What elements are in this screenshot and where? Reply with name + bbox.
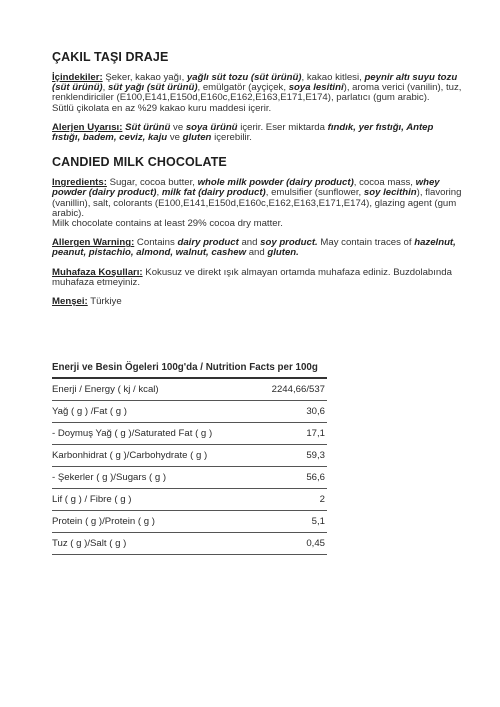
text-run: Contains xyxy=(134,237,178,249)
nutrient-name: Lif ( g ) / Fibre ( g ) xyxy=(52,489,256,511)
emphasized-term: whey powder (dairy product) xyxy=(52,177,440,199)
text-run: içerir. Eser miktarda xyxy=(237,121,328,133)
emphasized-term: milk fat (dairy product) xyxy=(161,187,266,199)
emphasized-term: peynir altı suyu tozu (süt ürünü) xyxy=(52,72,458,94)
emphasized-term: gluten. xyxy=(267,247,299,259)
nutrient-value: 2 xyxy=(256,489,327,511)
nutrient-value: 2244,66/537 xyxy=(256,378,327,401)
english-cocoa-note: Milk chocolate contains at least 29% cocoa dry matter. xyxy=(52,218,283,230)
text-run: , kakao kitlesi, xyxy=(301,72,365,83)
nutrient-value: 0,45 xyxy=(256,533,327,555)
text-run: , emülgatör (ayçiçek, xyxy=(197,82,289,94)
turkish-allergen-text xyxy=(52,122,433,143)
text-run: ), aroma verici (vanilin), tuz, renklendiriciler (E100,E141,E150d,E160c,E162,E163,E171,E174), parlatıcı (gum arabic). xyxy=(52,82,462,104)
emphasized-term: süt yağı (süt ürünü) xyxy=(107,82,198,94)
nutrition-row xyxy=(52,445,327,467)
text-run: Şeker, kakao yağı, xyxy=(102,72,187,83)
nutrient-value: 17,1 xyxy=(256,423,327,445)
nutrient-name: Enerji / Energy ( kj / kcal) xyxy=(52,378,256,401)
storage-text: Kokusuz ve direkt ışık almayan ortamda muhafaza ediniz. Buzdolabında muhafaza etmeyiniz. xyxy=(52,266,452,288)
nutrition-table xyxy=(52,360,327,555)
nutrient-value: 59,3 xyxy=(256,445,327,467)
storage-conditions xyxy=(52,268,462,288)
emphasized-term: Süt ürünü xyxy=(125,121,171,133)
nutrition-rows xyxy=(52,378,327,555)
text-run: , xyxy=(156,187,162,199)
turkish-ingredients xyxy=(52,73,462,114)
turkish-allergen xyxy=(52,123,462,143)
origin-label: Menşei: xyxy=(52,296,88,308)
emphasized-term: dairy product xyxy=(177,237,239,249)
section-label: Alerjen Uyarısı: xyxy=(52,121,123,133)
nutrient-name: Karbonhidrat ( g )/Carbohydrate ( g ) xyxy=(52,445,256,467)
origin xyxy=(52,297,462,307)
nutrient-name: Protein ( g )/Protein ( g ) xyxy=(52,511,256,533)
nutrition-row xyxy=(52,467,327,489)
nutrient-value: 56,6 xyxy=(256,467,327,489)
nutrient-name: - Doymuş Yağ ( g )/Saturated Fat ( g ) xyxy=(52,423,256,445)
emphasized-term: soya lesitini xyxy=(288,82,344,94)
text-run: , xyxy=(102,82,108,94)
english-title: CANDIED MILK CHOCOLATE xyxy=(52,155,227,170)
nutrient-value: 30,6 xyxy=(256,401,327,423)
text-run: and xyxy=(238,237,261,249)
text-run: içerebilir. xyxy=(211,132,252,144)
turkish-cocoa-note: Sütlü çikolata en az %29 kakao kuru maddesi içerir. xyxy=(52,102,272,114)
emphasized-term: soy product. xyxy=(260,237,318,249)
origin-text: Türkiye xyxy=(87,296,122,308)
emphasized-term: yağlı süt tozu (süt ürünü) xyxy=(186,72,302,83)
emphasized-term: whole milk powder (dairy product) xyxy=(197,177,354,189)
english-ingredients xyxy=(52,178,462,229)
nutrition-row xyxy=(52,423,327,445)
emphasized-term: gluten xyxy=(182,132,212,144)
nutrition-row xyxy=(52,401,327,423)
nutrition-row xyxy=(52,378,327,401)
text-run: ), flavoring (vanillin), salt, colorants (E100,E141,E150d,E160c,E162,E163,E171,E174), glazing agent (gum arabic). xyxy=(52,187,462,219)
section-label: Allergen Warning: xyxy=(52,237,135,249)
nutrient-name: Tuz ( g )/Salt ( g ) xyxy=(52,533,256,555)
emphasized-term: hazelnut, peanut, pistachio, almond, walnut, cashew xyxy=(52,237,456,259)
storage-label: Muhafaza Koşulları: xyxy=(52,266,143,278)
emphasized-term: soy lecithin xyxy=(363,187,417,199)
turkish-title: ÇAKIL TAŞI DRAJE xyxy=(52,50,169,64)
text-run: May contain traces of xyxy=(317,237,415,249)
english-allergen-text xyxy=(52,237,456,258)
label-text-area xyxy=(52,42,462,307)
text-run: and xyxy=(246,247,268,259)
text-run: ve xyxy=(167,132,183,144)
english-allergen xyxy=(52,238,462,258)
nutrition-row xyxy=(52,533,327,555)
nutrient-name: - Şekerler ( g )/Sugars ( g ) xyxy=(52,467,256,489)
nutrition-header: Enerji ve Besin Ögeleri 100g'da / Nutrition Facts per 100g xyxy=(52,360,327,378)
nutrition-row xyxy=(52,489,327,511)
turkish-ingredients-text xyxy=(52,72,461,103)
emphasized-term: soya ürünü xyxy=(185,121,238,133)
section-label: Ingredients: xyxy=(52,177,107,189)
nutrient-value: 5,1 xyxy=(256,511,327,533)
text-run: Sugar, cocoa butter, xyxy=(106,177,198,189)
english-ingredients-text xyxy=(52,177,461,219)
text-run: , emulsifier (sunflower, xyxy=(265,187,364,199)
text-run: , cocoa mass, xyxy=(353,177,416,189)
emphasized-term: fındık, yer fıstığı, Antep fıstığı, badem, ceviz, kaju xyxy=(52,121,434,144)
section-label: İçindekiler: xyxy=(52,72,103,83)
text-run: ve xyxy=(170,121,186,133)
nutrition-row xyxy=(52,511,327,533)
nutrient-name: Yağ ( g ) /Fat ( g ) xyxy=(52,401,256,423)
